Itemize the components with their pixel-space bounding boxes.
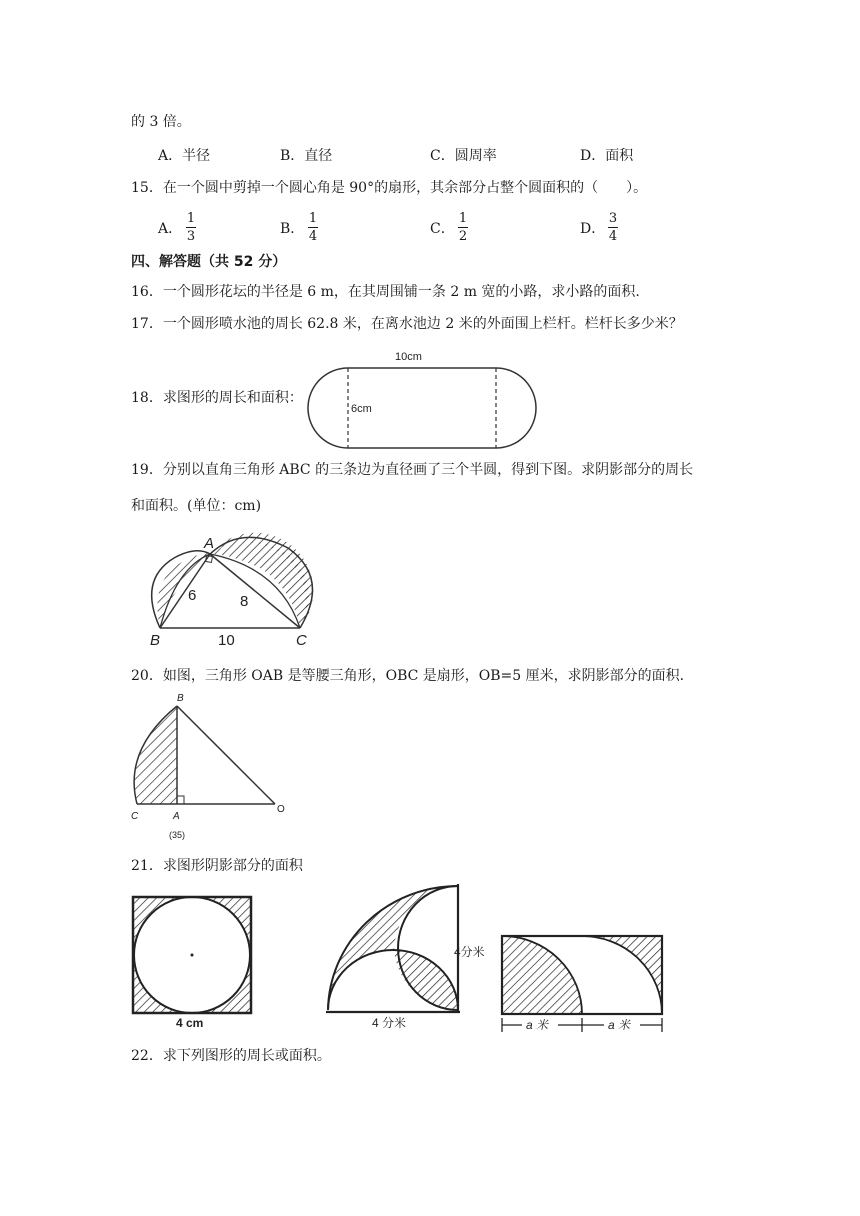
circle-center-dot [191,954,194,957]
width-label: 10cm [395,351,422,363]
q22-text: 22．求下列图形的周长或面积。 [131,1048,331,1064]
q14-option-c: C．圆周率 [430,148,497,164]
q16-text: 16．一个圆形花坛的半径是 6 m，在其周围铺一条 2 m 宽的小路，求小路的面积. [131,284,640,300]
q18-text: 18．求图形的周长和面积： [131,390,303,406]
right-top-shading [582,936,662,1014]
right-angle-mark [177,796,184,804]
q14-option-b: B．直径 [280,148,333,164]
side-length-label: 4 cm [176,1016,204,1030]
point-b-label: B [177,693,184,704]
q15-option-a-letter: A． [158,221,183,237]
fraction-numerator: 1 [458,211,468,226]
q15-option-c-letter: C． [430,221,455,237]
stadium-outline [308,368,536,448]
vertex-a-label: A [204,535,215,552]
side-ab-length: 6 [188,587,197,604]
point-c-label: C [131,811,139,822]
vertex-b-label: B [150,632,161,649]
side-length-label: 4分米 [454,945,485,959]
q19-semicircles-figure [130,528,340,656]
fraction-denominator: 4 [308,229,318,244]
left-quarter-shading [502,936,582,1014]
q21-quarter-circle-figure [318,880,490,1032]
fraction-denominator: 2 [458,229,468,244]
q15-option-b-letter: B． [280,221,305,237]
bottom-length-label: 4 分米 [372,1016,407,1030]
q15-option-b-fraction [308,211,318,244]
q18-stadium-figure [300,340,540,450]
fraction-numerator: 1 [186,211,196,226]
side-ac-length: 8 [240,593,249,610]
q14-option-d: D．面积 [580,148,634,164]
point-o-label: O [277,804,285,815]
q17-text: 17．一个圆形喷水池的周长 62.8 米，在离水池边 2 米的外面围上栏杆。栏杆长多少米？ [131,316,683,332]
shaded-region [134,706,177,804]
q20-text: 20．如图，三角形 OAB 是等腰三角形，OBC 是扇形，OB=5 厘米，求阴影部分的面积. [131,668,685,684]
section-heading: 四、解答题（共 52 分） [131,254,287,270]
q15-option-c-fraction [458,211,468,244]
point-a-label: A [173,811,180,822]
q14-option-a: A．半径 [158,148,211,164]
q15-option-a-fraction [186,211,196,244]
fraction-numerator: 3 [608,211,618,226]
q19-text-line1: 19．分别以直角三角形 ABC 的三条边为直径画了三个半圆，得到下图。求阴影部分的周长 [131,462,694,478]
fraction-numerator: 1 [308,211,318,226]
q14-tail-text: 的 3 倍。 [131,114,191,130]
q21-text: 21．求图形阴影部分的面积 [131,858,303,874]
right-length-label: a 米 [608,1018,631,1032]
q19-text-line2: 和面积。(单位：cm) [131,498,262,514]
q20-sector-figure [125,690,300,842]
left-length-label: a 米 [526,1018,549,1032]
figure-caption: (35) [169,830,186,840]
height-label: 6cm [351,403,372,415]
fraction-denominator: 4 [608,229,618,244]
fraction-denominator: 3 [186,229,196,244]
q15-option-d-letter: D． [580,221,606,237]
q15-text: 15．在一个圆中剪掉一个圆心角是 90°的扇形，其余部分占整个圆面积的（ ）。 [131,180,648,196]
q21-rectangle-arcs-figure [494,928,674,1036]
vertex-c-label: C [296,632,307,649]
q15-option-d-fraction [608,211,618,244]
side-bc-length: 10 [218,632,235,649]
side-bo [177,706,275,804]
q21-square-circle-figure [128,892,258,1030]
